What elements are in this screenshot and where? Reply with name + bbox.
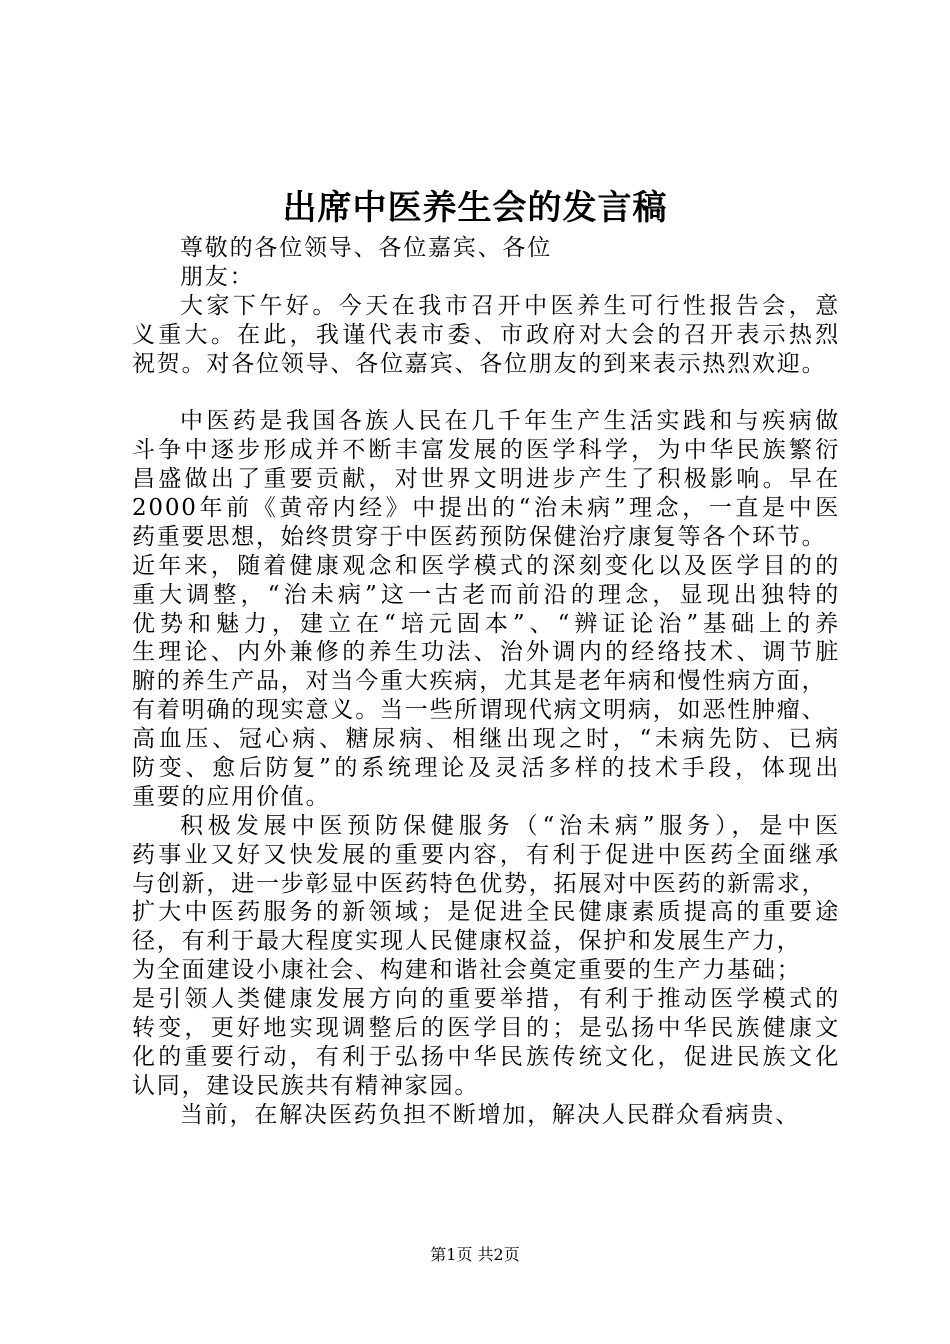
paragraph-line: 近年来，随着健康观念和医学模式的深刻变化以及医学目的的 [132, 552, 840, 579]
paragraph-line: 中医药是我国各族人民在几千年生产生活实践和与疾病做 [180, 408, 840, 435]
paragraph-line: 昌盛做出了重要贡献，对世界文明进步产生了积极影响。早在 [132, 466, 840, 493]
paragraph-line: 防变、愈后防复”的系统理论及灵活多样的技术手段，体现出 [132, 755, 840, 782]
paragraph-line: 药重要思想，始终贯穿于中医药预防保健治疗康复等各个环节。 [132, 523, 827, 550]
paragraph-line: 重要的应用价值。 [132, 783, 331, 810]
paragraph-line: 重大调整，“治未病”这一古老而前沿的理念，显现出独特的 [132, 581, 840, 608]
paragraph-line: 腑的养生产品，对当今重大疾病，尤其是老年病和慢性病方面， [132, 668, 827, 695]
paragraph [132, 812, 840, 1101]
paragraph-line: 斗争中逐步形成并不断丰富发展的医学科学，为中华民族繁衍 [132, 437, 840, 464]
paragraph-line: 祝贺。对各位领导、各位嘉宾、各位朋友的到来表示热烈欢迎。 [132, 350, 827, 377]
paragraph-line: 有着明确的现实意义。当一些所谓现代病文明病，如恶性肿瘤、 [132, 697, 827, 724]
paragraph-line: 扩大中医药服务的新领域；是促进全民健康素质提高的重要途 [132, 899, 840, 926]
paragraph-line: 认同，建设民族共有精神家园。 [132, 1072, 480, 1099]
page-footer: 第1页 共2页 [430, 1245, 520, 1264]
paragraph-line: 义重大。在此，我谨代表市委、市政府对大会的召开表示热烈 [132, 321, 840, 348]
paragraph-line: 转变，更好地实现调整后的医学目的；是弘扬中华民族健康文 [132, 1015, 840, 1042]
salutation-line: 尊敬的各位领导、各位嘉宾、各位 [180, 235, 552, 261]
paragraph-line: 与创新，进一步彰显中医药特色优势，拓展对中医药的新需求， [132, 870, 827, 897]
paragraph-line: 生理论、内外兼修的养生功法、治外调内的经络技术、调节脏 [132, 639, 840, 666]
document-title: 出席中医养生会的发言稿 [282, 188, 668, 228]
document-body [132, 234, 840, 1130]
paragraph [132, 1101, 840, 1130]
paragraph-line: 化的重要行动，有利于弘扬中华民族传统文化，促进民族文化 [132, 1043, 840, 1070]
paragraph-line: 为全面建设小康社会、构建和谐社会奠定重要的生产力基础； [132, 957, 802, 984]
paragraph-line: 大家下午好。今天在我市召开中医养生可行性报告会，意 [180, 292, 840, 319]
paragraph-line: 高血压、冠心病、糖尿病、相继出现之时，“未病先防、已病 [132, 726, 840, 753]
paragraph-line: 药事业又好又快发展的重要内容，有利于促进中医药全面继承 [132, 841, 840, 868]
paragraph-line: 当前，在解决医药负担不断增加，解决人民群众看病贵、 [180, 1101, 800, 1128]
paragraph-spacer [132, 378, 840, 407]
paragraph-line: 是引领人类健康发展方向的重要举措，有利于推动医学模式的 [132, 986, 840, 1013]
paragraph [132, 292, 840, 379]
paragraph-line: 2000年前《黄帝内经》中提出的“治未病”理念，一直是中医 [132, 495, 840, 522]
salutation-line: 朋友： [180, 263, 255, 290]
paragraph-line: 径，有利于最大程度实现人民健康权益，保护和发展生产力， [132, 928, 802, 955]
paragraph [132, 407, 840, 811]
paragraph-line: 优势和魅力，建立在“培元固本”、“辨证论治”基础上的养 [132, 610, 840, 637]
paragraph-line: 积极发展中医预防保健服务（“治未病”服务），是中医 [180, 812, 840, 839]
